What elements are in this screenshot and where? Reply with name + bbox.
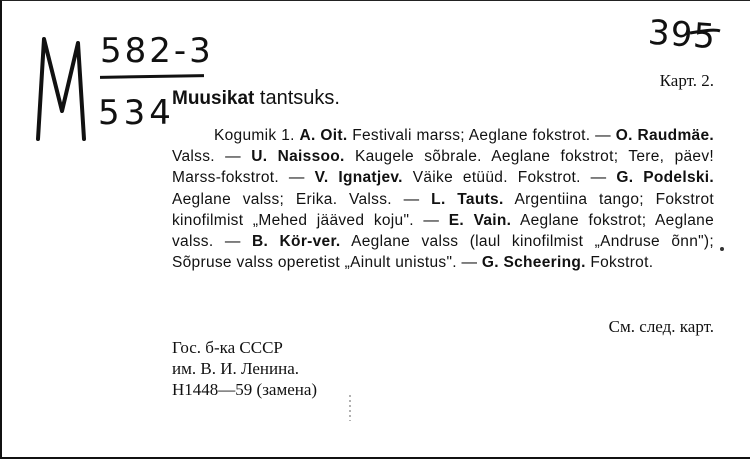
contents-text: Väike etüüd. Fokstrot. — [402, 169, 617, 187]
call-number-bottom: 534 [98, 93, 175, 133]
title-rest: tantsuks. [254, 87, 340, 109]
library-line-3: Н1448—59 (замена) [172, 380, 318, 399]
composer-name: G. Podelski. [616, 169, 714, 187]
library-imprint [172, 337, 317, 400]
inventory-number: 395 [646, 12, 718, 58]
library-line-1: Гос. б-ка СССР [172, 338, 283, 357]
library-line-2: им. В. И. Ленина. [172, 359, 300, 378]
contents-note [172, 125, 714, 273]
pencil-tick-mark [346, 393, 354, 423]
contents-text: Aeglane valss (laul kinofilmist „Andruse õnn"); Sõpruse valss operetist „Ainult unistus". — [172, 233, 715, 272]
composer-name: L. Tauts. [431, 190, 504, 208]
handwritten-m-letter [32, 31, 98, 143]
contents-text: Aeglane fokstrot; Aeglane valss. — [172, 211, 715, 251]
contents-text: Argentiina tango; Fokstrot kinofilmist „Mehed jääved koju". — [172, 190, 715, 229]
composer-name: V. Ignatjev. [314, 169, 403, 187]
composer-name: O. Raudmäe. [615, 127, 714, 144]
composer-name: B. Kör-ver. [252, 233, 341, 251]
contents-text: Aeglane valss; Erika. Valss. — [172, 190, 432, 208]
contents-text: Festivali marss; Aeglane fokstrot. — [347, 127, 616, 144]
contents-text: Kogumik 1. [214, 127, 300, 144]
handwritten-m-glyph [32, 31, 98, 143]
call-number-top: 582-3 [100, 31, 214, 71]
composer-name: E. Vain. [448, 211, 512, 229]
inventory-strike-mark [686, 27, 722, 67]
contents-text: Fokstrot. [585, 254, 654, 272]
title-bold: Muusikat [172, 88, 255, 109]
contents-text: Valss. — [172, 148, 252, 166]
ink-dot [720, 247, 724, 251]
contents-text: Kaugele sõbrale. Aeglane fokstrot; Tere, päev! Marss-fokstrot. — [172, 148, 714, 187]
card-number: Карт. 2. [659, 71, 714, 90]
call-number-divider [100, 74, 204, 79]
composer-name: U. Naissoo. [251, 148, 345, 166]
see-next-card: См. след. карт. [608, 317, 714, 336]
composer-name: G. Scheering. [481, 254, 586, 272]
composer-name: A. Oit. [299, 127, 348, 144]
record-title [172, 87, 340, 110]
